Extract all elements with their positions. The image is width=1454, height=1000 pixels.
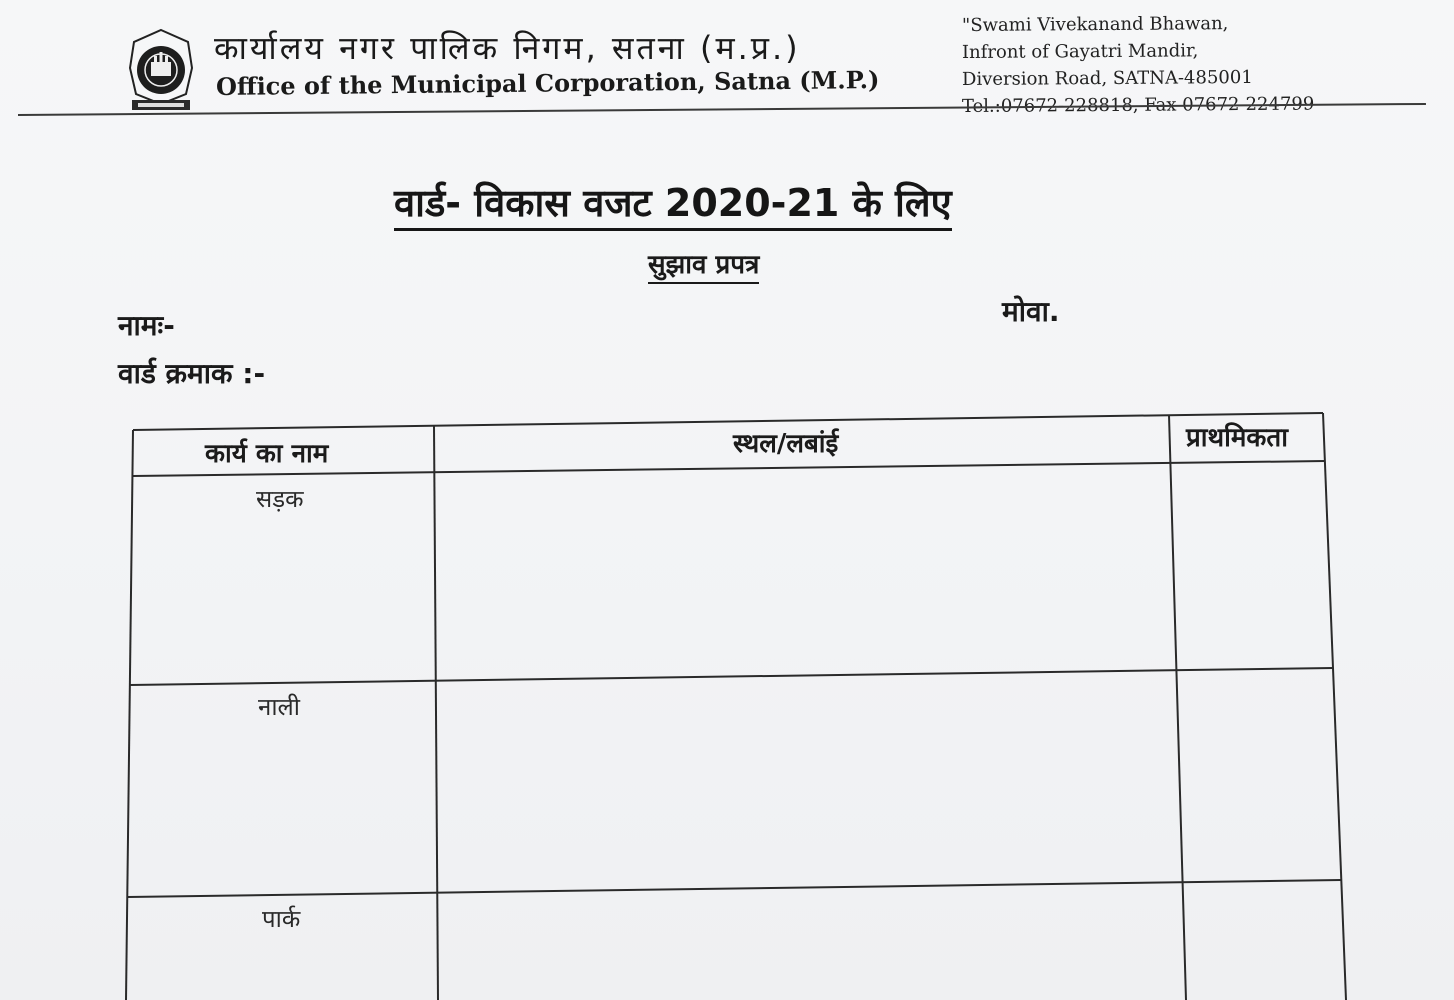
address-line: Tel.:07672-228818, Fax-07672-224799: [961, 93, 1315, 117]
column-header-location-length: स्थल/लबांई: [733, 429, 839, 459]
column-header-work-name: कार्य का नाम: [205, 439, 329, 469]
table-border-right: [1323, 413, 1346, 1000]
table-row-divider: [128, 880, 1341, 897]
address-line: Infront of Gayatri Mandir,: [961, 40, 1199, 63]
mobile-field-label: मोवा.: [1002, 295, 1060, 328]
ward-number-field-label: वार्ड क्रमाक :-: [118, 357, 266, 390]
table-row-divider: [130, 668, 1333, 685]
form-title: वार्ड- विकास वजट 2020-21 के लिए: [394, 178, 952, 231]
name-field-label: नामः-: [118, 309, 175, 342]
form-subtitle: सुझाव प्रपत्र: [648, 248, 759, 284]
table-border-top: [133, 413, 1323, 430]
org-name-english: Office of the Municipal Corporation, Satna (M.P.): [215, 65, 880, 101]
table-border-left: [126, 430, 133, 1000]
row-label-park: पार्क: [262, 905, 301, 933]
address-line: "Swami Vivekanand Bhawan,: [961, 13, 1229, 36]
column-header-priority: प्राथमिकता: [1186, 423, 1288, 453]
table-column-divider: [1169, 415, 1186, 1000]
row-label-road: सड़क: [256, 485, 304, 513]
address-line: Diversion Road, SATNA-485001: [961, 66, 1253, 90]
table-column-divider: [434, 426, 438, 1000]
row-label-drain: नाली: [258, 693, 301, 721]
org-name-hindi: कार्यालय नगर पालिक निगम, सतना (म.प्र.): [214, 29, 801, 67]
